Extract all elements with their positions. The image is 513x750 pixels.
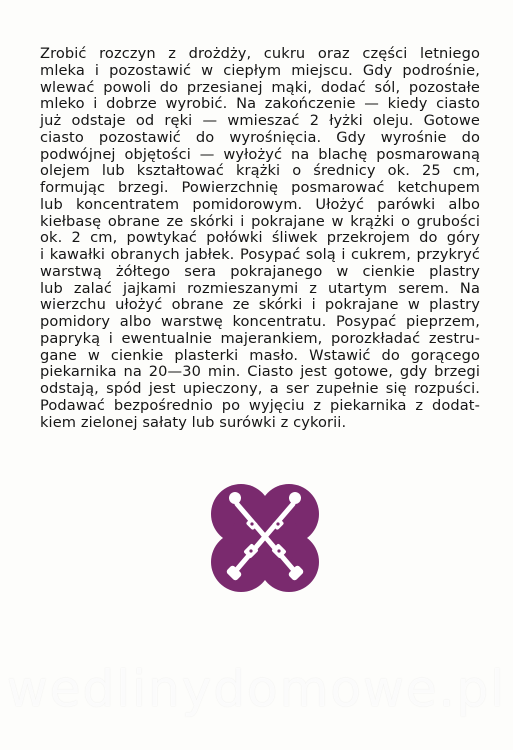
crossed-utensils-emblem-icon bbox=[205, 478, 325, 598]
recipe-line: mleka i pozostawić w ciepłym miejscu. Gdy podrośnie, bbox=[40, 61, 480, 79]
recipe-line: mleko i dobrze wyrobić. Na zakończenie — kiedy ciasto bbox=[40, 95, 480, 113]
recipe-line: Podawać bezpośrednio po wyjęciu z piekarnika z dodat- bbox=[40, 396, 480, 414]
watermark-text: wedlinydomowe.pl bbox=[6, 660, 507, 718]
recipe-line: Zrobić rozczyn z drożdży, cukru oraz części letniego bbox=[40, 45, 480, 62]
recipe-line: gane w cienkie plasterki masło. Wstawić do gorącego bbox=[40, 346, 480, 364]
recipe-line: olejem lub kształtować krążki o średnicy ok. 25 cm, bbox=[40, 162, 480, 180]
recipe-line: lub koncentratem pomidorowym. Ułożyć parówki albo bbox=[40, 195, 480, 213]
recipe-line: wierzchu ułożyć obrane ze skórki i pokrajane w plastry bbox=[40, 296, 480, 314]
recipe-line: podwójnej objętości — wyłożyć na blachę posmarowaną bbox=[40, 145, 480, 163]
recipe-line: wlewać powoli do przesianej mąki, dodać sól, pozostałe bbox=[40, 78, 480, 96]
recipe-line: ok. 2 cm, powtykać połówki śliwek przekrojem do góry bbox=[40, 229, 480, 247]
recipe-line: już odstaje od ręki — wmieszać 2 łyżki oleju. Gotowe bbox=[40, 112, 480, 129]
recipe-line: pomidory albo warstwę koncentratu. Posypać pieprzem, bbox=[40, 313, 480, 330]
recipe-line: odstają, spód jest upieczony, a ser zupełnie się rozpuści. bbox=[40, 380, 480, 397]
recipe-line: lub zalać jajkami rozmieszanymi z utartym serem. Na bbox=[40, 279, 480, 297]
recipe-line: papryką i ewentualnie majerankiem, porozkładać zestru- bbox=[40, 329, 480, 347]
recipe-line: kiełbasę obrane ze skórki i pokrajane w krążki o grubości bbox=[40, 212, 480, 230]
recipe-line: ciasto pozostawić do wyrośnięcia. Gdy wyrośnie do bbox=[40, 128, 480, 146]
recipe-line: piekarnika na 20—30 min. Ciasto jest gotowe, gdy brzegi bbox=[40, 363, 480, 381]
recipe-line: i kawałki obranych jabłek. Posypać solą i cukrem, przykryć bbox=[40, 246, 480, 263]
recipe-text bbox=[40, 46, 480, 431]
recipe-line: formując brzegi. Powierzchnię posmarować ketchupem bbox=[40, 179, 480, 196]
recipe-line: warstwą żółtego sera pokrajanego w cienkie plastry bbox=[40, 262, 480, 280]
recipe-line: kiem zielonej sałaty lub surówki z cykorii. bbox=[40, 413, 347, 431]
